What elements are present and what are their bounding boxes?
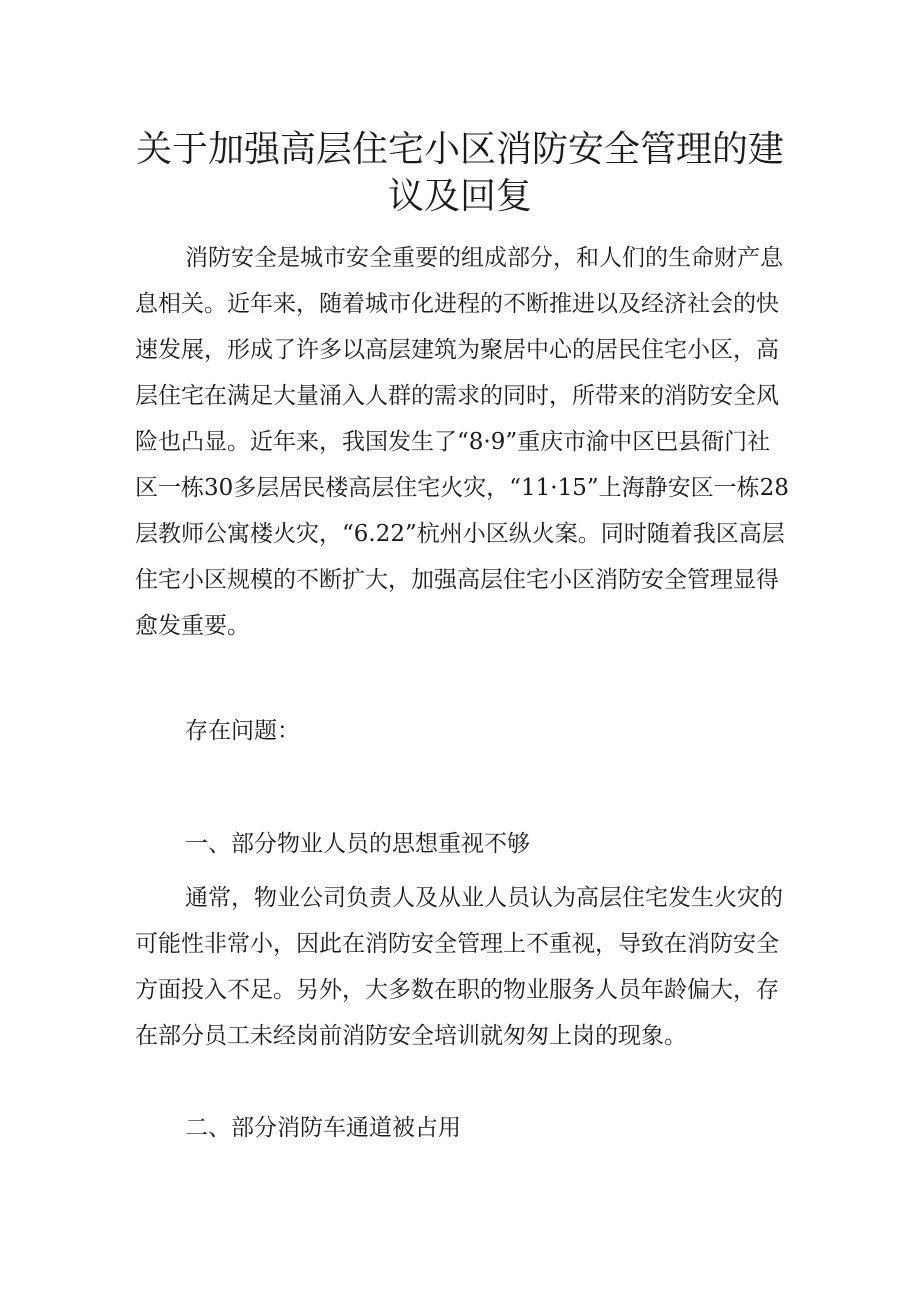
section-heading-1: 一、部分物业人员的思想重视不够	[185, 831, 530, 857]
document-title: 关于加强高层住宅小区消防安全管理的建议及回复	[135, 129, 784, 217]
section-heading-2: 二、部分消防车通道被占用	[185, 1115, 461, 1141]
problems-heading: 存在问题：	[185, 718, 300, 744]
intro-paragraph: 消防安全是城市安全重要的组成部分，和人们的生命财产息息相关。近年来，随着城市化进程的不断推进以及经济社会的快速发展，形成了许多以高层建筑为聚居中心的居民住宅小区，高层住宅在满足大量涌入人群的需求的同时，所带来的消防安全风险也凸显。近年来，我国发生了“8·9”重庆市渝中区巴县衙门社区一栋30多层居民楼高层住宅火灾，“11·15”上海静安区一栋28层教师公寓楼火灾，“6.22”杭州小区纵火案。同时随着我区高层住宅小区规模的不断扩大，加强高层住宅小区消防安全管理显得愈发重要。	[135, 245, 789, 639]
section-1-paragraph: 通常，物业公司负责人及从业人员认为高层住宅发生火灾的可能性非常小，因此在消防安全管理上不重视，导致在消防安全方面投入不足。另外，大多数在职的物业服务人员年龄偏大，存在部分员工未经岗前消防安全培训就匆匆上岗的现象。	[135, 885, 783, 1049]
